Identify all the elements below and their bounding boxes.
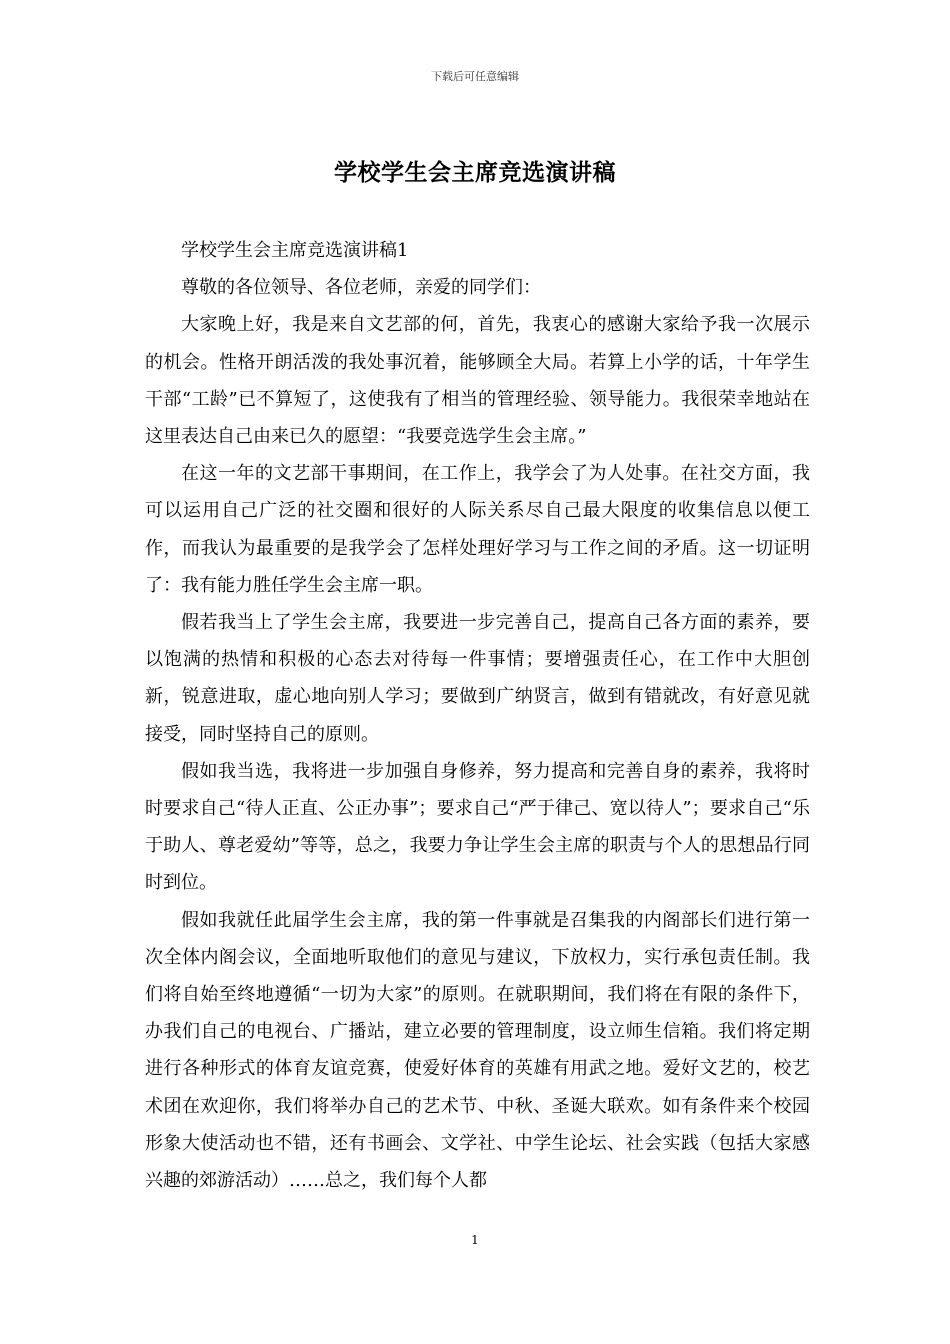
paragraph: 假如我就任此届学生会主席，我的第一件事就是召集我的内阁部长们进行第一次全体内阁会议，全面地听取他们的意见与建议，下放权力，实行承包责任制。我们将自始至终地遵循“一切为大家”的原则。在就职期间，我们将在有限的条件下，办我们自己的电视台、广播站，建立必要的管理制度，设立师生信箱。我们将定期进行各种形式的体育友谊竞赛，使爱好体育的英雄有用武之地。爱好文艺的，校艺术团在欢迎你，我们将举办自己的艺术节、中秋、圣诞大联欢。如有条件来个校园形象大使活动也不错，还有书画会、文学社、中学生论坛、社会实践（包括大家感兴趣的郊游活动）……总之，我们每个人都 (145, 909, 810, 1192)
paragraph: 在这一年的文艺部干事期间，在工作上，我学会了为人处事。在社交方面，我可以运用自己广泛的社交圈和很好的人际关系尽自己最大限度的收集信息以便工作，而我认为最重要的是我学会了怎样处理好学习与工作之间的矛盾。这一切证明了：我有能力胜任学生会主席一职。 (145, 463, 810, 596)
paragraph: 假若我当上了学生会主席，我要进一步完善自己，提高自己各方面的素养，要以饱满的热情和积极的心态去对待每一件事情；要增强责任心，在工作中大胆创新，锐意进取，虚心地向别人学习；要做到广纳贤言，做到有错就改，有好意见就接受，同时坚持自己的原则。 (145, 612, 810, 745)
document-body (145, 232, 810, 1199)
page-number: 1 (471, 1233, 479, 1247)
paragraph-salutation: 尊敬的各位领导、各位老师，亲爱的同学们： (181, 277, 541, 299)
paragraph: 大家晚上好，我是来自文艺部的何，首先，我衷心的感谢大家给予我一次展示的机会。性格开朗活泼的我处事沉着，能够顾全大局。若算上小学的话，十年学生干部“工龄”已不算短了，这使我有了相当的管理经验、领导能力。我很荣幸地站在这里表达自己由来已久的愿望：“我要竞选学生会主席。” (145, 314, 810, 448)
document-title: 学校学生会主席竞选演讲稿 (334, 159, 616, 186)
paragraph-subtitle: 学校学生会主席竞选演讲稿1 (181, 240, 409, 261)
paragraph: 假如我当选，我将进一步加强自身修养，努力提高和完善自身的素养，我将时时要求自己“待人正直、公正办事”；要求自己“严于律己、宽以待人”；要求自己“乐于助人、尊老爱幼”等等，总之，我要力争让学生会主席的职责与个人的思想品行同时到位。 (145, 760, 810, 894)
header-note: 下载后可任意编辑 (431, 70, 519, 83)
